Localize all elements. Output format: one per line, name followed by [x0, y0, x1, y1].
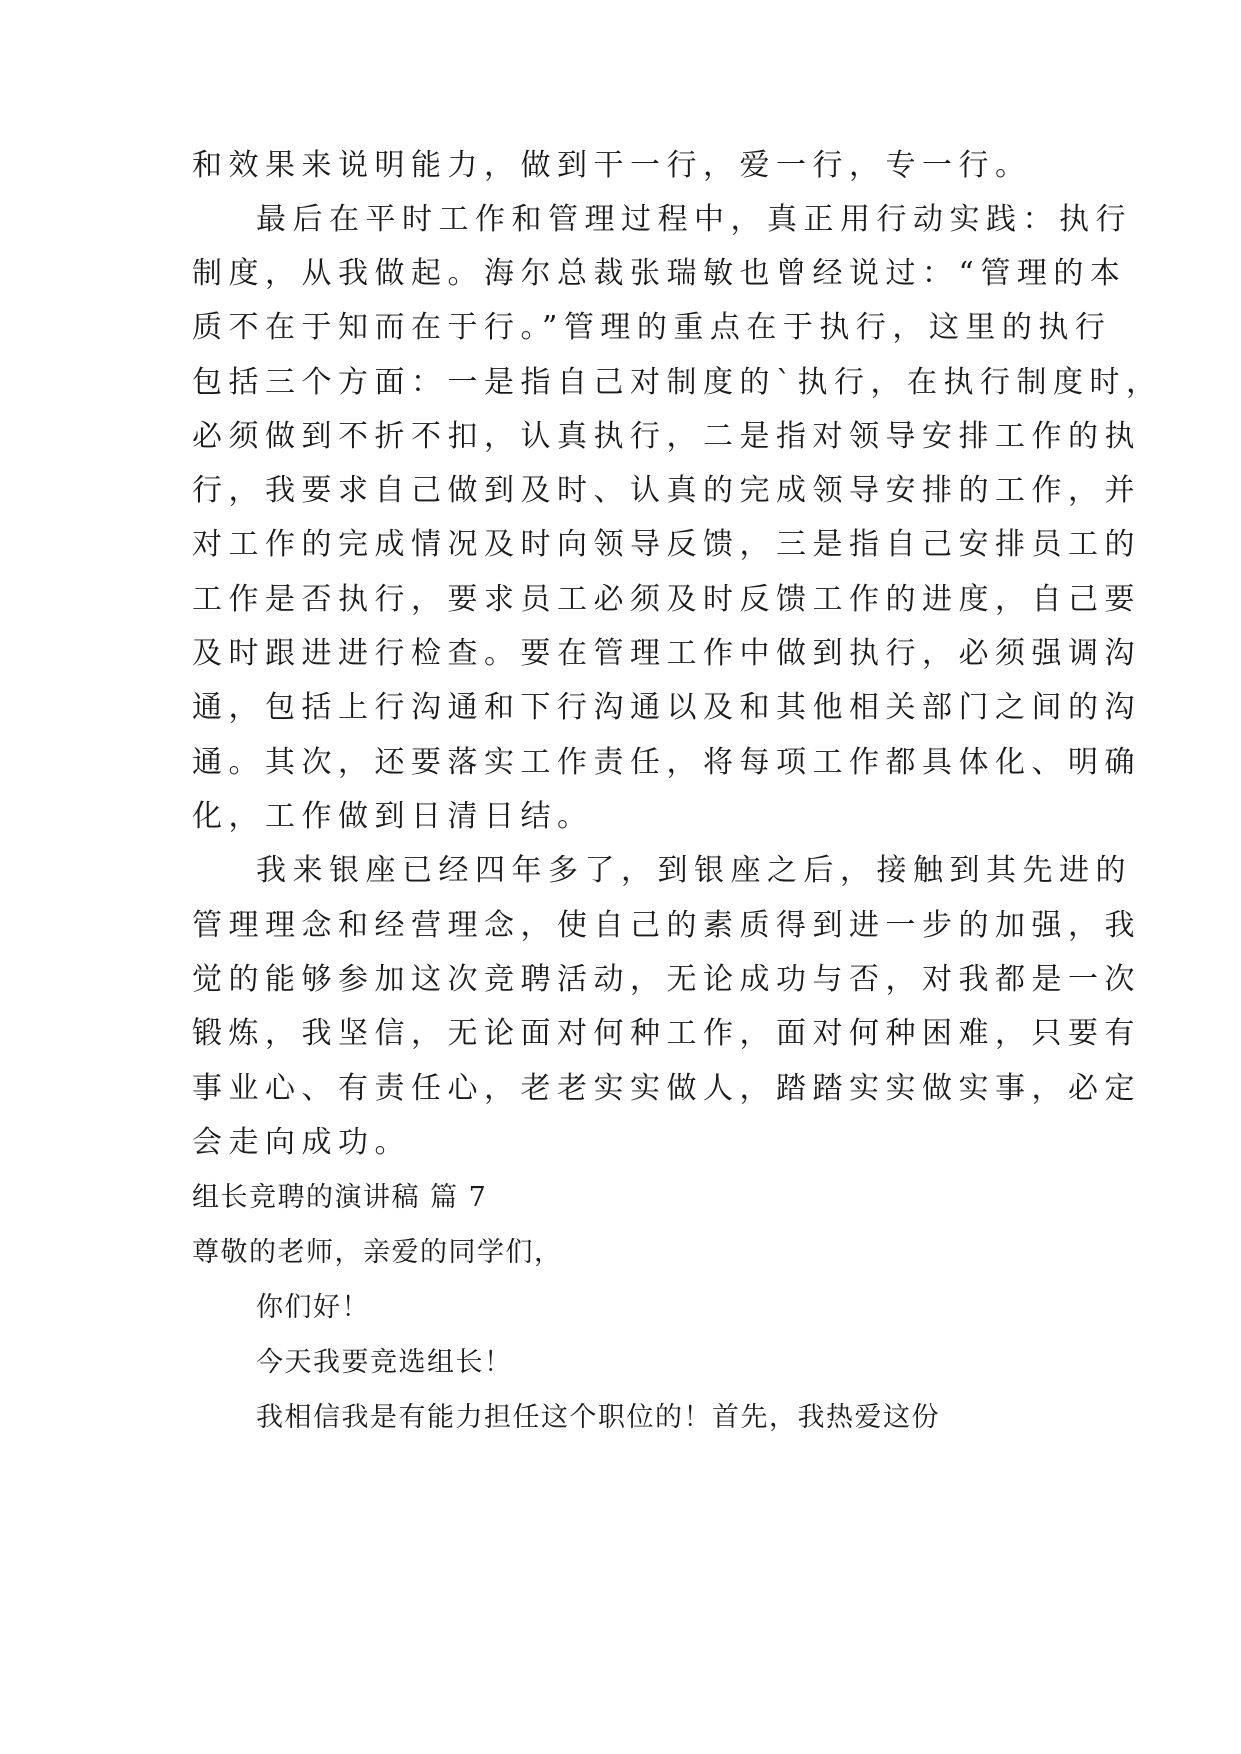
- paragraph-line: 我来银座已经四年多了，到银座之后，接触到其先进的: [256, 853, 1132, 888]
- paragraph-line: 今天我要竞选组长！: [256, 1347, 513, 1378]
- paragraph-line: 质不在于知而在于行。”管理的重点在于执行，这里的执行: [192, 310, 1112, 345]
- paragraph-line: 管理理念和经营理念，使自己的素质得到进一步的加强，我: [192, 908, 1141, 943]
- paragraph-line: 对工作的完成情况及时向领导反馈，三是指自己安排员工的: [192, 527, 1141, 562]
- paragraph-line: 必须做到不折不扣，认真执行，二是指对领导安排工作的执: [192, 419, 1141, 454]
- paragraph-line: 工作是否执行，要求员工必须及时反馈工作的进度，自己要: [192, 582, 1141, 617]
- paragraph-line: 觉的能够参加这次竞聘活动，无论成功与否，对我都是一次: [192, 962, 1141, 997]
- paragraph-line: 包括三个方面：一是指自己对制度的`执行，在执行制度时，: [192, 365, 1163, 400]
- paragraph-line: 我相信我是有能力担任这个职位的！首先，我热爱这份: [256, 1402, 940, 1433]
- salutation-line: 尊敬的老师，亲爱的同学们，: [192, 1237, 563, 1268]
- paragraph-line: 和效果来说明能力，做到干一行，爱一行，专一行。: [192, 148, 1032, 183]
- paragraph-line: 通，包括上行沟通和下行沟通以及和其他相关部门之间的沟: [192, 690, 1141, 725]
- section-heading: 组长竞聘的演讲稿 篇 7: [192, 1182, 488, 1213]
- paragraph-line: 制度，从我做起。海尔总裁张瑞敏也曾经说过：“管理的本: [192, 256, 1127, 291]
- paragraph-line: 锻炼，我坚信，无论面对何种工作，面对何种困难，只要有: [192, 1016, 1141, 1051]
- paragraph-line: 及时跟进进行检查。要在管理工作中做到执行，必须强调沟: [192, 636, 1141, 671]
- paragraph-line: 最后在平时工作和管理过程中，真正用行动实践：执行: [256, 202, 1132, 237]
- greeting-line: 你们好！: [256, 1292, 370, 1323]
- paragraph-line: 事业心、有责任心，老老实实做人，踏踏实实做实事，必定: [192, 1071, 1141, 1106]
- paragraph-line: 行，我要求自己做到及时、认真的完成领导安排的工作，并: [192, 473, 1141, 508]
- paragraph-line: 化，工作做到日清日结。: [192, 799, 594, 834]
- paragraph-line: 会走向成功。: [192, 1125, 411, 1160]
- paragraph-line: 通。其次，还要落实工作责任，将每项工作都具体化、明确: [192, 745, 1141, 780]
